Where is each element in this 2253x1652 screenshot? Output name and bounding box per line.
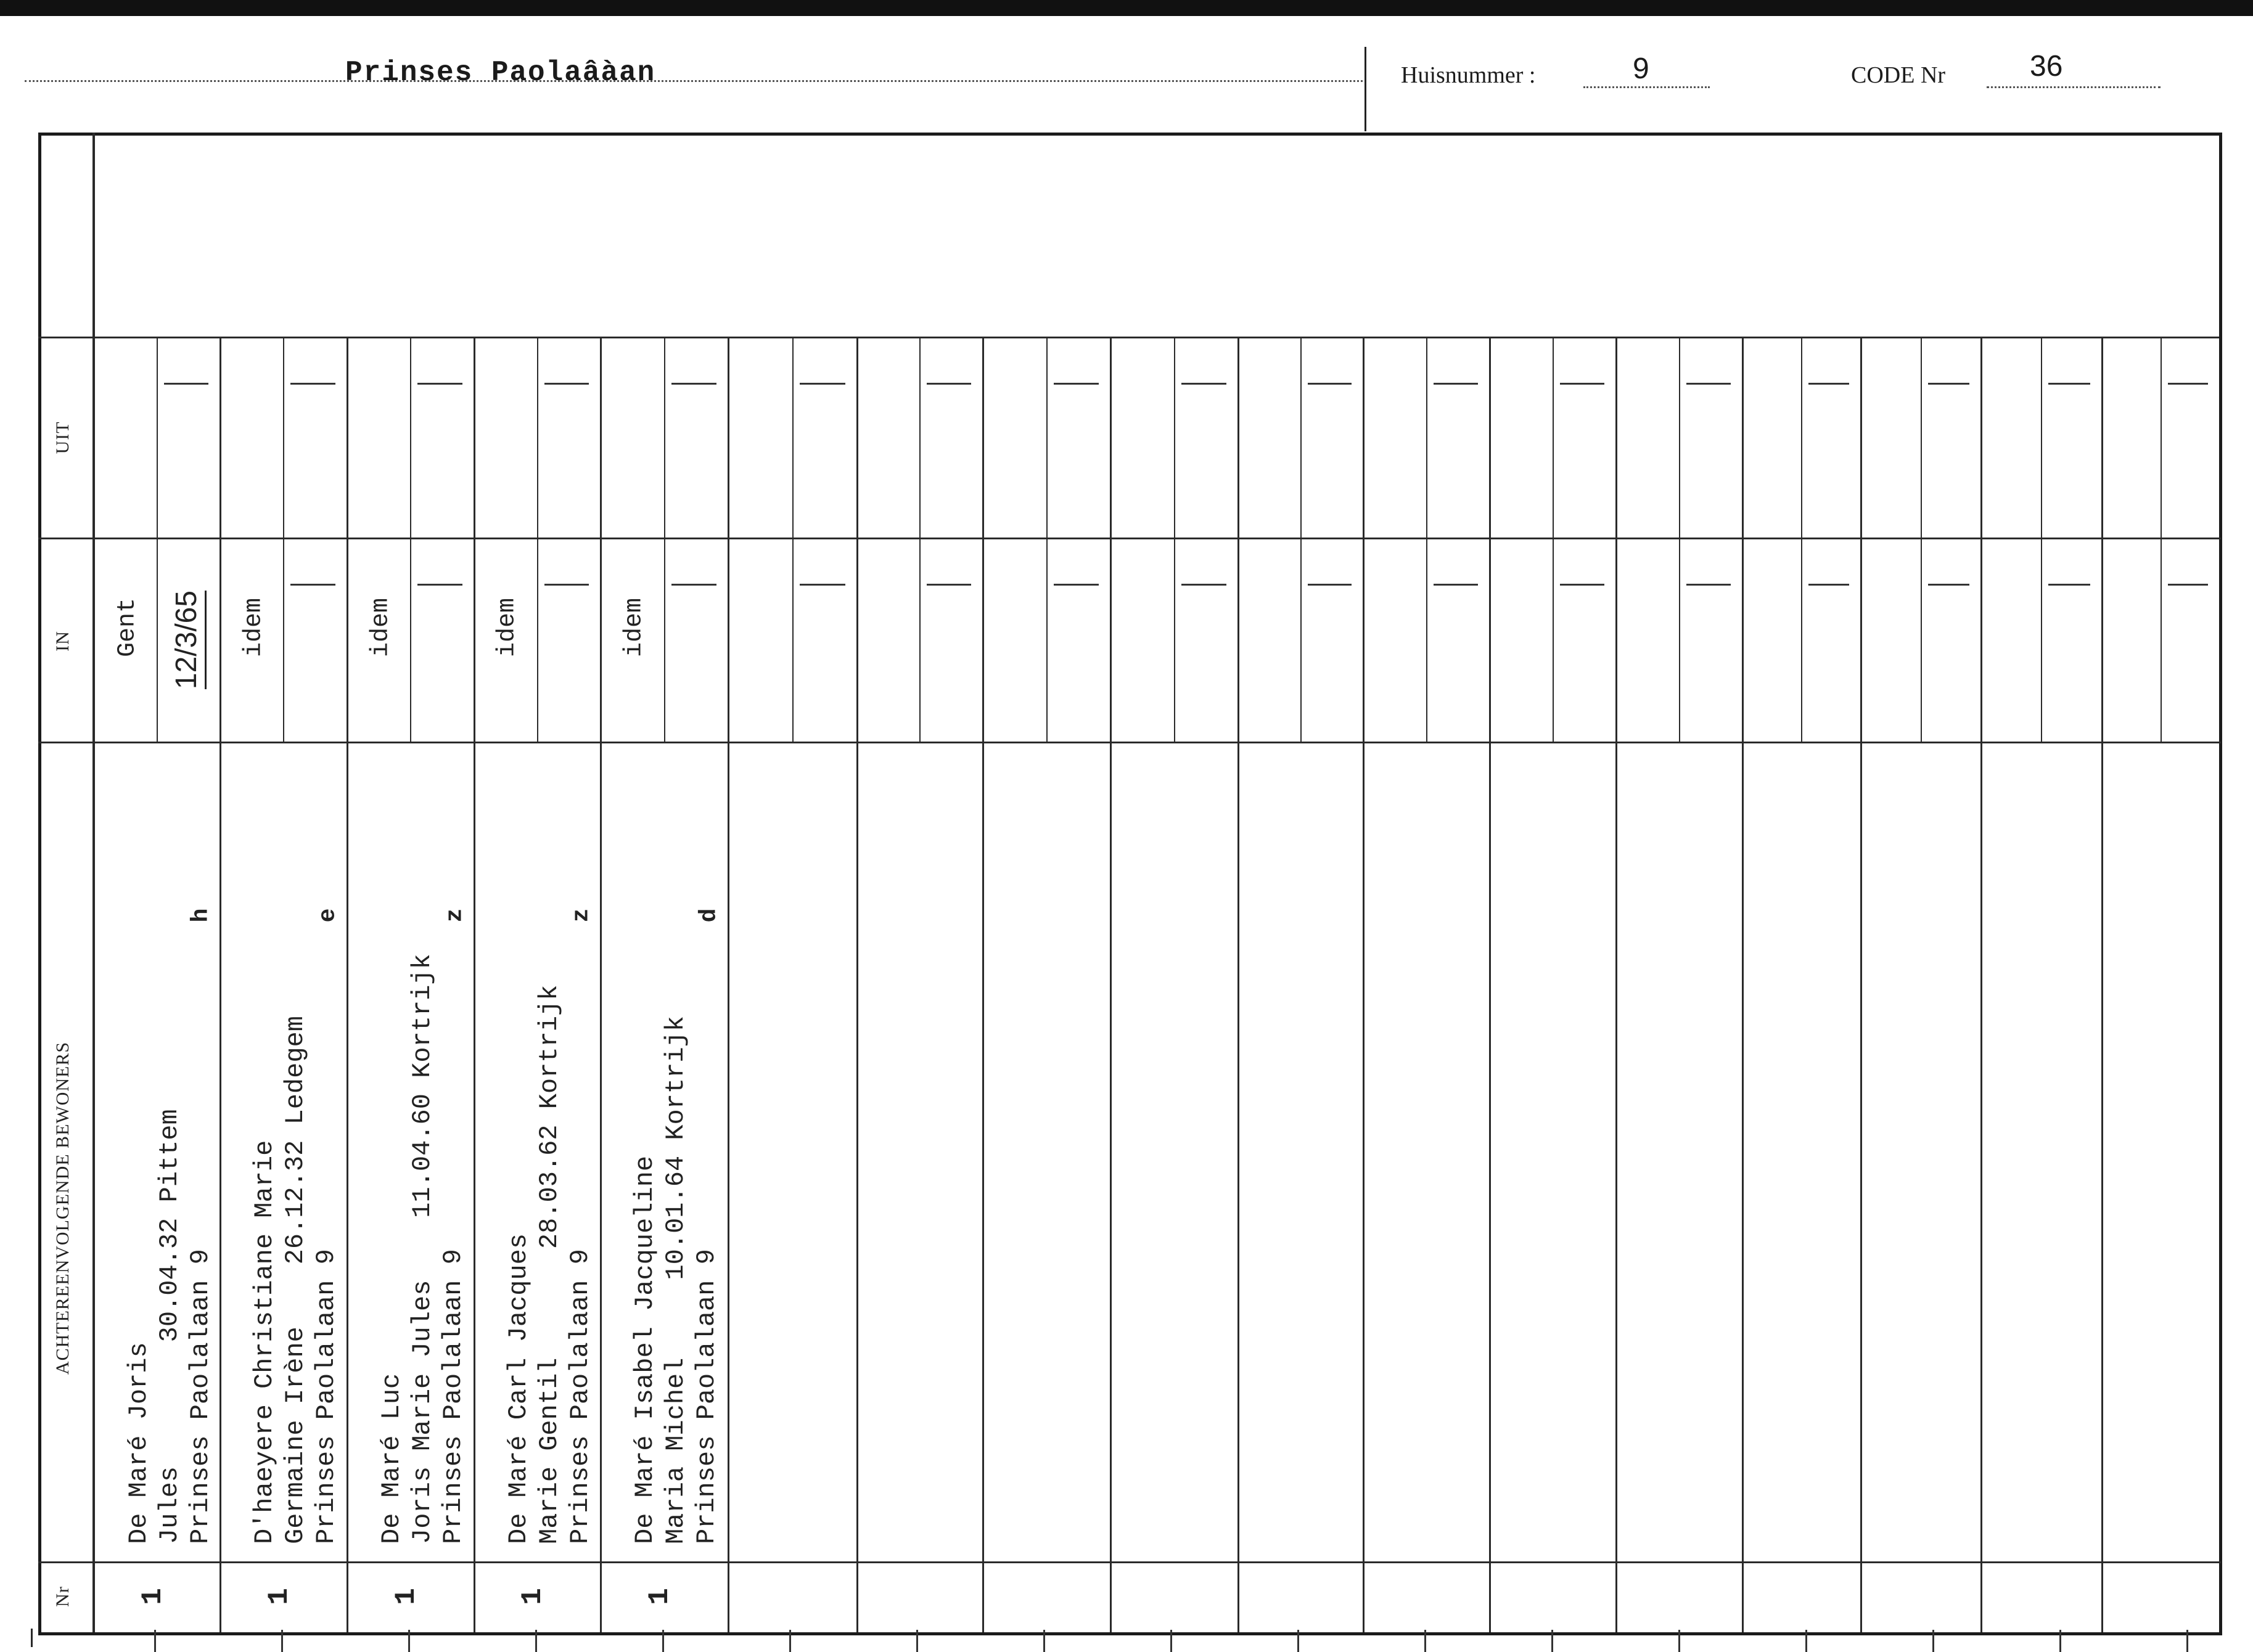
in-empty-dash (1686, 584, 1731, 586)
resident-address-line: Prinses Paolalaan 9 (438, 1249, 468, 1544)
column-divider (1615, 337, 1617, 1632)
resident-birth-line: Maria Michel 10.01.64 Kortrijk (661, 1016, 691, 1544)
bottom-tick (1424, 1630, 1426, 1652)
resident-nr: 1 (517, 1588, 549, 1605)
column-divider (856, 337, 858, 1632)
in-place: Gent (113, 597, 142, 658)
in-place: idem (493, 597, 522, 658)
column-divider (600, 337, 602, 1632)
resident-birth-line: Joris Marie Jules 11.04.60 Kortrijk (408, 954, 437, 1544)
in-place: idem (240, 597, 268, 658)
column-divider (347, 337, 348, 1632)
bottom-tick (1805, 1630, 1807, 1652)
in-place: idem (367, 597, 395, 658)
bottom-tick (2059, 1630, 2061, 1652)
column-subdivider (1801, 337, 1802, 742)
register-table-frame (38, 133, 2222, 1635)
column-divider (1980, 337, 1982, 1632)
uit-empty-dash (1181, 383, 1226, 385)
in-empty-dash (800, 584, 845, 586)
uit-top-line (94, 337, 2219, 338)
resident-surname-line: De Maré Luc (377, 1373, 406, 1544)
huisnummer-dotted-line (1583, 86, 1710, 88)
column-subdivider (1046, 337, 1048, 742)
huisnummer-label: Huisnummer : (1401, 62, 1536, 88)
in-empty-dash (2048, 584, 2090, 586)
column-divider (1363, 337, 1365, 1632)
column-divider (1110, 337, 1112, 1632)
bottom-tick (154, 1630, 156, 1652)
resident-surname-line: De Maré Joris (124, 1342, 154, 1544)
resident-nr: 1 (644, 1588, 676, 1605)
resident-nr: 1 (136, 1588, 169, 1605)
bottom-tick (1043, 1630, 1045, 1652)
in-place: idem (620, 597, 649, 658)
column-divider (1237, 337, 1239, 1632)
uit-empty-dash (1434, 383, 1478, 385)
bottom-tick (662, 1630, 664, 1652)
resident-surname-line: De Maré Isabel Jacqueline (630, 1155, 660, 1544)
resident-birth-line: Marie Gentil 28.03.62 Kortrijk (535, 984, 564, 1544)
column-subdivider (537, 337, 538, 742)
resident-birth-line: Germaine Irène 26.12.32 Ledegem (281, 1016, 310, 1544)
column-subdivider (410, 337, 411, 742)
resident-mark: h (187, 908, 215, 923)
uit-empty-dash (1308, 383, 1352, 385)
resident-address-line: Prinses Paolalaan 9 (186, 1249, 215, 1544)
resident-mark: d (696, 908, 723, 923)
bottom-tick (1551, 1630, 1553, 1652)
label-column-divider (92, 133, 95, 1632)
section-label-uit: UIT (52, 421, 73, 454)
bottom-left-tick (31, 1629, 33, 1647)
column-subdivider (919, 337, 921, 742)
resident-address-line: Prinses Paolalaan 9 (311, 1249, 341, 1544)
bottom-tick (1678, 1630, 1680, 1652)
code-value: 36 (2030, 50, 2063, 83)
names-top-line (38, 742, 2221, 743)
resident-mark: e (314, 908, 342, 923)
resident-nr: 1 (263, 1588, 295, 1605)
resident-mark: z (441, 908, 469, 923)
uit-empty-dash (290, 383, 335, 385)
column-subdivider (2041, 337, 2042, 742)
column-divider (220, 337, 221, 1632)
huisnummer-value: 9 (1633, 52, 1649, 85)
uit-empty-dash (417, 383, 462, 385)
column-divider (728, 337, 729, 1632)
uit-empty-dash (927, 383, 971, 385)
column-subdivider (1426, 337, 1427, 742)
uit-empty-dash (164, 383, 208, 385)
in-empty-dash (1560, 584, 1604, 586)
resident-surname-line: De Maré Carl Jacques (504, 1233, 533, 1544)
resident-address-line: Prinses Paolalaan 9 (692, 1249, 721, 1544)
section-label-in: IN (52, 631, 73, 652)
uit-empty-dash (1808, 383, 1849, 385)
in-empty-dash (927, 584, 971, 586)
in-empty-dash (544, 584, 589, 586)
column-subdivider (1679, 337, 1680, 742)
uit-empty-dash (544, 383, 589, 385)
in-top-line (38, 538, 2221, 539)
uit-empty-dash (1686, 383, 1731, 385)
header-divider (1365, 47, 1366, 131)
bottom-tick (789, 1630, 791, 1652)
uit-empty-dash (1928, 383, 1969, 385)
bottom-tick (408, 1630, 410, 1652)
bottom-tick (916, 1630, 918, 1652)
code-label: CODE Nr (1851, 62, 1946, 88)
bottom-tick (1932, 1630, 1934, 1652)
nr-top-line (38, 1561, 2221, 1563)
resident-mark: z (568, 908, 595, 923)
street-name: Prinses Paolaâàan (345, 57, 656, 89)
in-empty-dash (1181, 584, 1226, 586)
in-empty-dash (1308, 584, 1352, 586)
in-empty-dash (1928, 584, 1969, 586)
column-divider (474, 337, 475, 1632)
uit-label-top-line (38, 337, 94, 338)
column-subdivider (792, 337, 794, 742)
uit-empty-dash (671, 383, 716, 385)
in-empty-dash (671, 584, 716, 586)
column-subdivider (157, 337, 158, 742)
resident-surname-line: D'haeyere Christiane Marie (250, 1140, 279, 1544)
in-empty-dash (417, 584, 462, 586)
uit-empty-dash (800, 383, 845, 385)
uit-empty-dash (1054, 383, 1099, 385)
column-subdivider (664, 337, 665, 742)
uit-empty-dash (2048, 383, 2090, 385)
bottom-tick (1297, 1630, 1299, 1652)
code-dotted-line (1987, 86, 2161, 88)
column-subdivider (1921, 337, 1922, 742)
column-divider (2101, 337, 2103, 1632)
in-empty-dash (2168, 584, 2208, 586)
bottom-tick (2186, 1630, 2188, 1652)
column-subdivider (2161, 337, 2162, 742)
column-subdivider (1174, 337, 1175, 742)
in-date: 12/3/65 (170, 591, 207, 689)
column-divider (1742, 337, 1744, 1632)
column-divider (1489, 337, 1491, 1632)
uit-empty-dash (1560, 383, 1604, 385)
in-empty-dash (1434, 584, 1478, 586)
resident-birth-line: Jules 30.04.32 Pittem (155, 1109, 184, 1544)
in-empty-dash (290, 584, 335, 586)
resident-nr: 1 (390, 1588, 422, 1605)
bottom-tick (281, 1630, 283, 1652)
in-empty-dash (1808, 584, 1849, 586)
column-subdivider (283, 337, 284, 742)
bottom-tick (535, 1630, 537, 1652)
top-border-bar (0, 0, 2253, 16)
uit-empty-dash (2168, 383, 2208, 385)
in-empty-dash (1054, 584, 1099, 586)
section-label-nr: Nr (52, 1586, 73, 1607)
resident-address-line: Prinses Paolalaan 9 (565, 1249, 595, 1544)
column-divider (1860, 337, 1862, 1632)
street-dotted-line (25, 80, 1363, 82)
bottom-tick (1170, 1630, 1172, 1652)
column-divider (982, 337, 984, 1632)
column-subdivider (1553, 337, 1554, 742)
column-subdivider (1300, 337, 1302, 742)
section-label-bewoners: ACHTEREENVOLGENDE BEWONERS (52, 1041, 73, 1375)
